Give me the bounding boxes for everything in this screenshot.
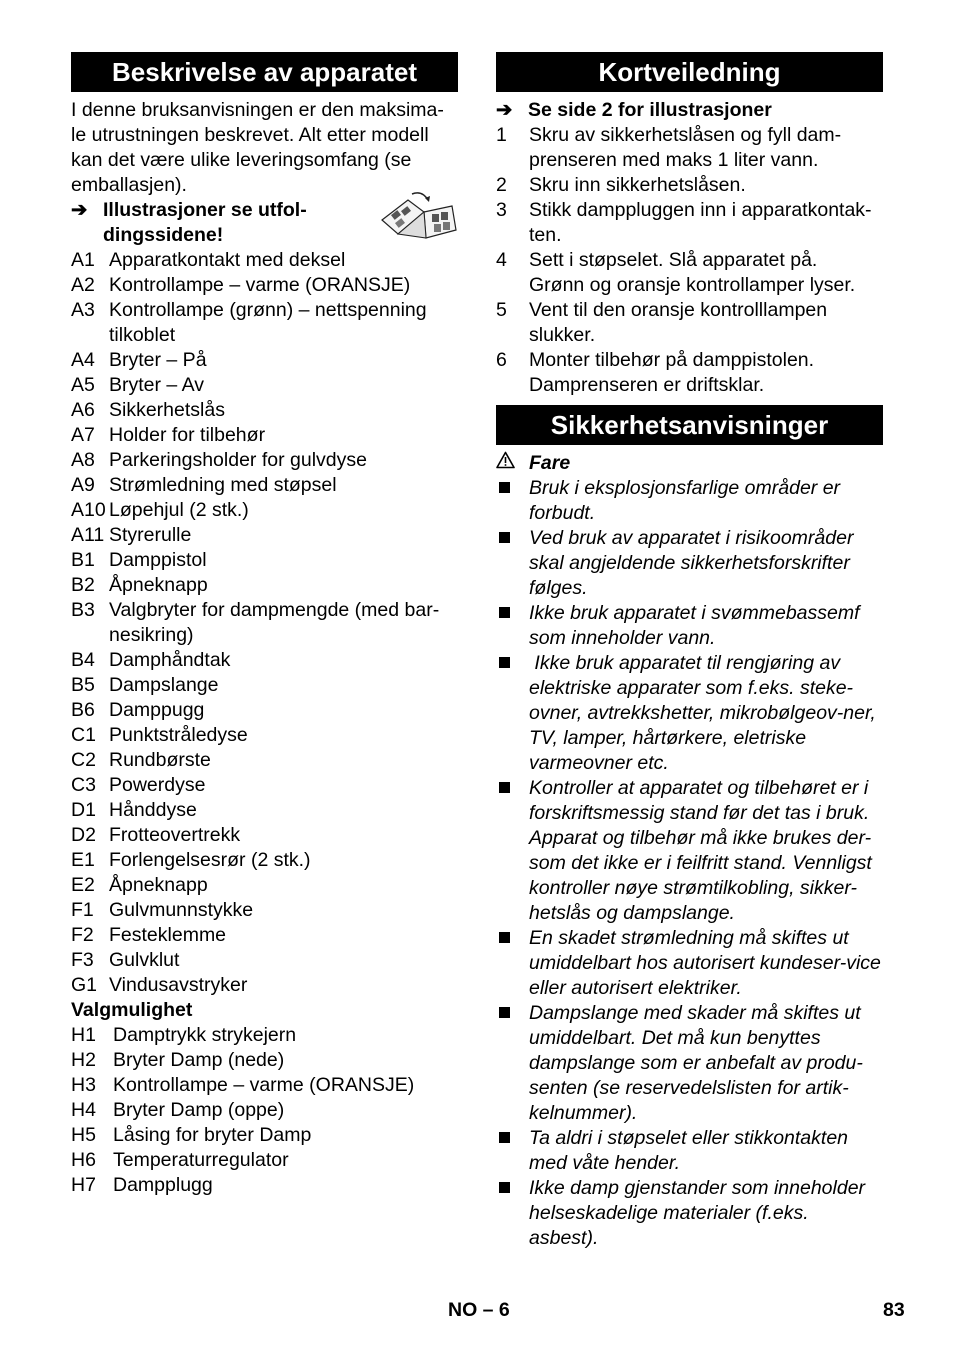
list-item: B6 Damppugg <box>71 699 205 721</box>
list-item: D2 Frotteovertrekk <box>71 824 241 846</box>
list-item: B1 Damppistol <box>71 549 207 571</box>
step-item: 5 Vent til den oransje kontrolllampen slukker. <box>496 299 828 346</box>
list-item: C1 Punktstråledyse <box>71 724 248 746</box>
list-item: A8 Parkeringsholder for gulvdyse <box>71 449 367 471</box>
bullet-square-icon <box>499 532 510 543</box>
list-item: B5 Dampslange <box>71 674 219 696</box>
list-item: H2 Bryter Damp (nede) <box>71 1049 285 1071</box>
right-column <box>496 52 883 1251</box>
list-item: A1 Apparatkontakt med deksel <box>71 249 346 271</box>
list-item: A2 Kontrollampe – varme (ORANSJE) <box>71 274 411 296</box>
options-heading: Valgmulighet <box>71 999 193 1021</box>
safety-bullet: Kontroller at apparatet og tilbehøret er i forskriftsmessig stand før det tas i bruk. Apparat og tilbehør må ikke brukes der-som det ikke er i feilfritt stand. Vennligst kontroller nøye strømtilkobling, sikker-hetslås og dampslange. <box>496 776 883 926</box>
bullet-square-icon <box>499 782 510 793</box>
bullet-square-icon <box>499 932 510 943</box>
list-item: A11 Styrerulle <box>71 524 192 546</box>
left-column <box>71 52 458 1198</box>
safety-bullet: Bruk i eksplosjonsfarlige områder er forbudt. <box>496 476 883 526</box>
warning-triangle-icon <box>496 451 529 476</box>
illustration-note-text: Illustrasjoner se utfol-dingssidene! <box>103 199 307 246</box>
safety-bullet: Dampslange med skader må skiftes ut umiddelbart. Det må kun benyttes dampslange som er anbefalt av produ-senten (se reservedelslisten for artik-kelnummer). <box>496 1001 883 1126</box>
list-item: A6 Sikkerhetslås <box>71 399 225 421</box>
list-item: F2 Festeklemme <box>71 924 227 946</box>
danger-label: Fare <box>496 451 883 476</box>
list-item: H5 Låsing for bryter Damp <box>71 1124 312 1146</box>
list-item: A10 Løpehjul (2 stk.) <box>71 499 249 521</box>
safety-bullet: Ta aldri i støpselet eller stikkontakten med våte hender. <box>496 1126 883 1176</box>
list-item: C2 Rundbørste <box>71 749 211 771</box>
list-item: H1 Damptrykk strykejern <box>71 1024 297 1046</box>
list-item: H6 Temperaturregulator <box>71 1149 289 1171</box>
step-item: 1 Skru av sikkerhetslåsen og fyll dam-prenseren med maks 1 liter vann. <box>496 124 842 171</box>
see-illustrations-note: ➔ Se side 2 for illustrasjoner <box>496 99 772 121</box>
list-item: H7 Dampplugg <box>71 1174 213 1196</box>
list-item: E1 Forlengelsesrør (2 stk.) <box>71 849 311 871</box>
list-item: A3 Kontrollampe (grønn) – nettspenning tilkoblet <box>71 299 427 346</box>
step-item: 3 Stikk damppluggen inn i apparatkontak-ten. <box>496 199 872 246</box>
list-item: A5 Bryter – Av <box>71 374 205 396</box>
section-heading-safety: Sikkerhetsanvisninger <box>496 405 883 445</box>
arrow-right-icon: ➔ <box>71 199 88 221</box>
list-item: F1 Gulvmunnstykke <box>71 899 254 921</box>
page-label: NO – 6 <box>448 1299 510 1321</box>
safety-bullet: Ikke bruk apparatet i svømmebassemf som inneholder vann. <box>496 601 883 651</box>
list-item: C3 Powerdyse <box>71 774 206 796</box>
list-item: H4 Bryter Damp (oppe) <box>71 1099 285 1121</box>
bullet-square-icon <box>499 1182 510 1193</box>
safety-bullet: Ved bruk av apparatet i risikoområder skal angjeldende sikkerhetsforskrifter følges. <box>496 526 883 601</box>
section-heading-quick-guide: Kortveiledning <box>496 52 883 92</box>
step-item: 2 Skru inn sikkerhetslåsen. <box>496 174 746 196</box>
intro-paragraph: I denne bruksanvisningen er den maksima-le utrustningen beskrevet. Alt etter modell kan det være ulike leveringsomfang (se emballasjen). <box>71 99 444 196</box>
section-heading-description: Beskrivelse av apparatet <box>71 52 458 92</box>
arrow-right-icon: ➔ <box>496 99 513 121</box>
list-item: H3 Kontrollampe – varme (ORANSJE) <box>71 1074 415 1096</box>
bullet-square-icon <box>499 482 510 493</box>
safety-bullet: Ikke damp gjenstander som inneholder helseskadelige materialer (f.eks. asbest). <box>496 1176 883 1251</box>
list-item: A4 Bryter – På <box>71 349 207 371</box>
list-item: A7 Holder for tilbehør <box>71 424 266 446</box>
list-item: E2 Åpneknapp <box>71 874 208 896</box>
bullet-square-icon <box>499 607 510 618</box>
page-number: 83 <box>883 1299 905 1321</box>
step-item: 6 Monter tilbehør på damppistolen. Damprenseren er driftsklar. <box>496 349 815 396</box>
list-item: B3 Valgbryter for dampmengde (med bar-nesikring) <box>71 599 440 646</box>
bullet-square-icon <box>499 657 510 668</box>
step-item: 4 Sett i støpselet. Slå apparatet på. Grønn og oransje kontrollamper lyser. <box>496 249 856 296</box>
list-item: B4 Damphåndtak <box>71 649 231 671</box>
list-item: B2 Åpneknapp <box>71 574 208 596</box>
safety-bullet: En skadet strømledning må skiftes ut umiddelbart hos autorisert kundeser-vice eller autorisert elektriker. <box>496 926 883 1001</box>
list-item: F3 Gulvklut <box>71 949 180 971</box>
list-item: D1 Hånddyse <box>71 799 197 821</box>
illustration-note <box>71 198 458 248</box>
list-item: A9 Strømledning med støpsel <box>71 474 337 496</box>
safety-bullet: Ikke bruk apparatet til rengjøring av elektriske apparater som f.eks. steke-ovner, avtrekkshetter, mikrobølgeov-ner, TV, lamper, hårtørkere, eletriske varmeovner etc. <box>496 651 883 776</box>
open-book-icon <box>378 190 458 244</box>
bullet-square-icon <box>499 1007 510 1018</box>
list-item: G1 Vindusavstryker <box>71 974 248 996</box>
bullet-square-icon <box>499 1132 510 1143</box>
